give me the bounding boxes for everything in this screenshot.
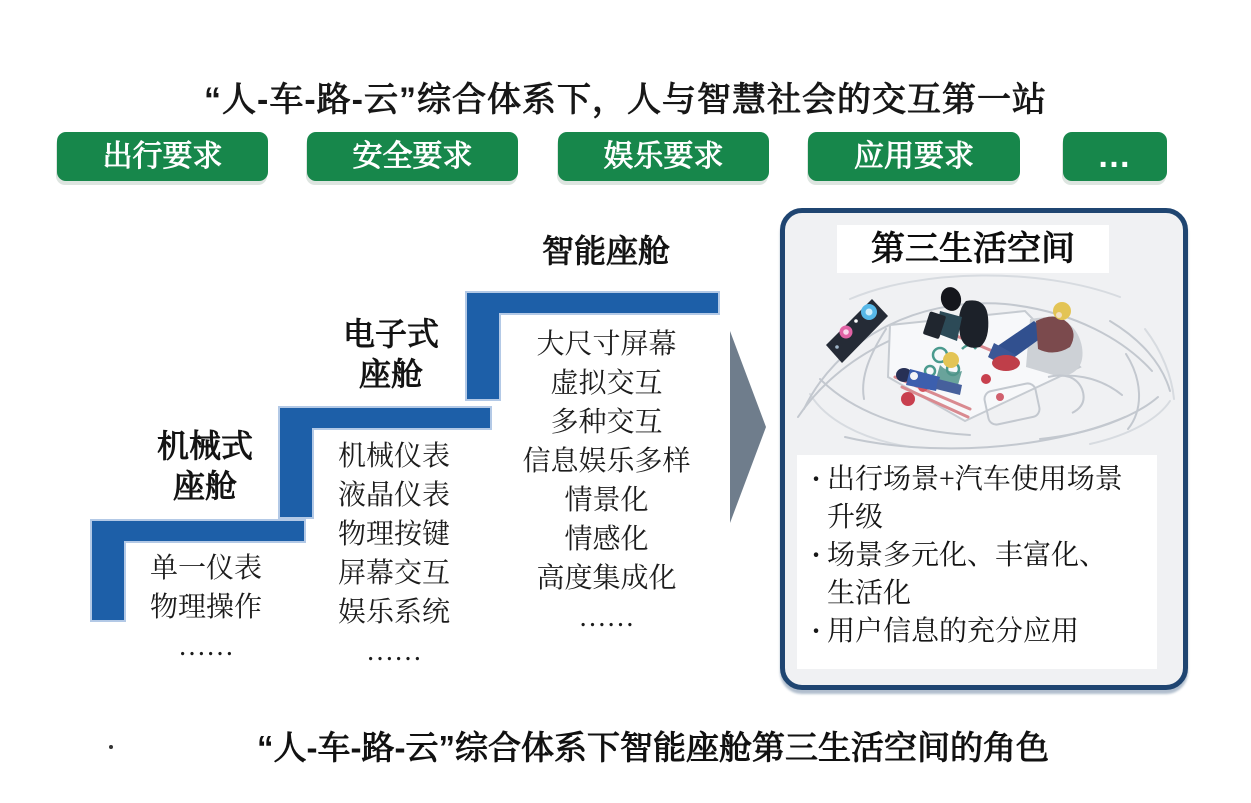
stage-item: 信息娱乐多样	[522, 446, 691, 477]
requirement-button-entertainment: 娱乐要求	[558, 132, 769, 181]
third-space-bullet-list	[797, 455, 1157, 669]
stage-item: 高度集成化	[536, 563, 677, 594]
stage-item: 虚拟交互	[550, 368, 663, 399]
bullet-marker: ·	[811, 616, 821, 647]
stage-name-line: 座舱	[172, 468, 237, 504]
stage-name-line: 机械式	[156, 428, 253, 464]
bullet-text: 用户信息的充分应用	[827, 616, 1080, 647]
third-space-box	[780, 208, 1188, 690]
bullet-item	[805, 537, 1131, 613]
requirement-button-safety: 安全要求	[307, 132, 518, 181]
stage-name-line: 座舱	[358, 356, 423, 392]
bullet-item	[805, 461, 1131, 537]
bullet-item	[805, 613, 1131, 651]
stage-name-line: 智能座舱	[541, 233, 670, 269]
stage-item: 机械仪表	[337, 441, 450, 472]
bullet-text: 场景多元化、丰富化、生活化	[827, 540, 1108, 609]
stage-item: 大尺寸屏幕	[536, 329, 677, 360]
bullet-marker: ·	[811, 464, 821, 495]
stage-name-electronic	[291, 314, 491, 394]
bullet-marker: ·	[811, 540, 821, 571]
stage-name-mechanical	[105, 426, 305, 506]
stage-item: ……	[578, 602, 635, 633]
stage-item: 情感化	[564, 524, 649, 555]
figure-caption: “人-车-路-云”综合体系下智能座舱第三生活空间的角色	[257, 729, 1049, 766]
cockpit-sketch-image	[790, 259, 1178, 457]
bullet-text: 出行场景+汽车使用场景升级	[827, 464, 1123, 533]
stage-item: 多种交互	[550, 407, 663, 438]
stage-item: 单一仪表	[149, 553, 262, 584]
stage-item: 物理操作	[149, 592, 262, 623]
requirement-button-travel: 出行要求	[57, 132, 268, 181]
stage-name-smart	[466, 231, 746, 271]
stage-item: ……	[366, 636, 422, 667]
stage-item: 物理按键	[337, 519, 450, 550]
cockpit-sketch-svg	[790, 259, 1178, 457]
stage-item: 液晶仪表	[337, 480, 450, 511]
stage-items-mechanical	[96, 549, 316, 666]
right-arrow-shape	[730, 331, 766, 523]
requirement-button-application: 应用要求	[808, 132, 1020, 181]
stage-item: ……	[178, 631, 234, 662]
stage-item: 屏幕交互	[337, 558, 450, 589]
requirement-button-more: …	[1063, 132, 1167, 181]
stage-items-smart	[474, 325, 739, 637]
stage-item: 娱乐系统	[337, 597, 450, 628]
stage-name-line: 电子式	[342, 316, 439, 352]
page-title: “人-车-路-云”综合体系下，人与智慧社会的交互第一站	[204, 81, 1047, 119]
third-space-title: 第三生活空间	[837, 225, 1109, 273]
stage-items-electronic	[284, 437, 504, 671]
stage-item: 情景化	[564, 485, 649, 516]
right-arrow-icon	[730, 331, 768, 523]
